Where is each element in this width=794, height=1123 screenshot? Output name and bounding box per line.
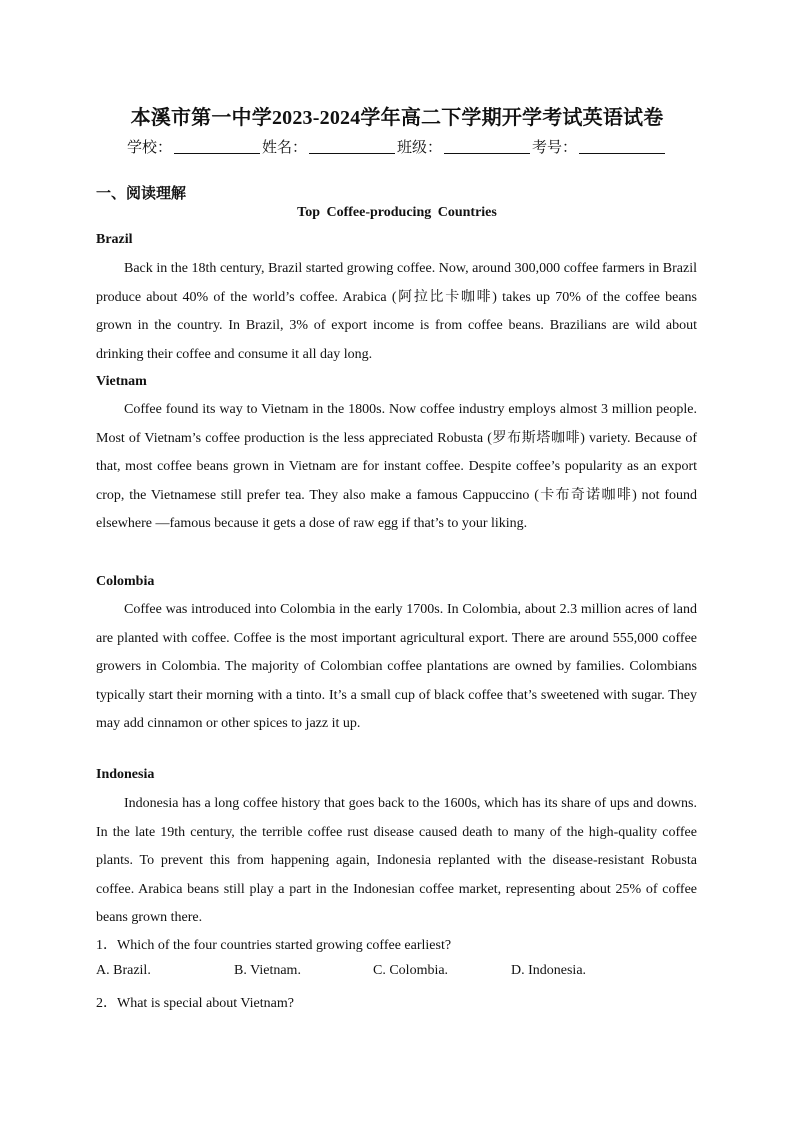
option-b[interactable]: B. Vietnam. (234, 963, 301, 978)
name-blank[interactable] (309, 139, 395, 154)
paragraph-indonesia: Indonesia has a long coffee history that goes back to the 1600s, which has its share of ups and downs. In the late 19th century, the terrible coffee rust disease caused death to many of the high-quality coffee plants. To prevent this from happening again, Indonesia replanted with the disease-resistant Robusta coffee. Arabica beans still play a part in the Indonesian coffee market, representing about 25% of coffee beans grown there. (96, 796, 697, 925)
exam-number-label: 考号： (532, 138, 578, 156)
school-label: 学校： (126, 138, 172, 156)
country-heading-colombia: Colombia (96, 574, 155, 589)
exam-number-blank[interactable] (579, 139, 665, 154)
country-heading-brazil: Brazil (96, 232, 133, 247)
option-d[interactable]: D. Indonesia. (511, 963, 587, 978)
paragraph-vietnam: Coffee found its way to Vietnam in the 1800s. Now coffee industry employs almost 3 million people. Most of Vietnam’s coffee production is the less appreciated Robusta (罗布斯塔咖啡) variety. Because of that, most coffee beans grown in Vietnam are for instant coffee. Despite coffee’s popularity as an export crop, the Vietnamese still prefer tea. They also make a famous Cappuccino (卡布奇诺咖啡) not found elsewhere —famous because it gets a dose of raw egg if that’s to your liking. (96, 402, 697, 531)
option-a[interactable]: A. Brazil. (96, 963, 151, 978)
class-blank[interactable] (444, 139, 530, 154)
exam-title: 本溪市第一中学2023-2024学年高二下学期开学考试英语试卷 (130, 107, 664, 129)
country-heading-indonesia: Indonesia (96, 767, 155, 782)
name-label: 姓名： (261, 138, 307, 156)
question-1: 1．Which of the four countries started growing coffee earliest? (96, 938, 452, 953)
class-label: 班级： (397, 138, 443, 156)
school-blank[interactable] (174, 139, 260, 154)
paragraph-brazil: Back in the 18th century, Brazil started growing coffee. Now, around 300,000 coffee farmers in Brazil produce about 40% of the world’s coffee. Arabica (阿拉比卡咖啡) takes up 70% of the coffee beans grown in the country. In Brazil, 3% of export income is from coffee beans. Brazilians are wild about drinking their coffee and consume it all day long. (96, 261, 697, 362)
country-heading-vietnam: Vietnam (96, 374, 147, 389)
question-2: 2．What is special about Vietnam? (96, 996, 294, 1011)
option-c[interactable]: C. Colombia. (373, 963, 449, 978)
passage-title: Top Coffee-producing Countries (297, 205, 497, 220)
section-heading: 一、阅读理解 (96, 184, 187, 202)
student-info-line (0, 136, 794, 157)
paragraph-colombia: Coffee was introduced into Colombia in the early 1700s. In Colombia, about 2.3 million acres of land are planted with coffee. Coffee is the most important agricultural export. There are around 555,000 coffee growers in Colombia. The majority of Colombian coffee plantations are owned by families. Colombians typically start their morning with a tinto. It’s a small cup of black coffee that’s sweetened with sugar. They may add cinnamon or other spices to jazz it up. (96, 602, 697, 731)
